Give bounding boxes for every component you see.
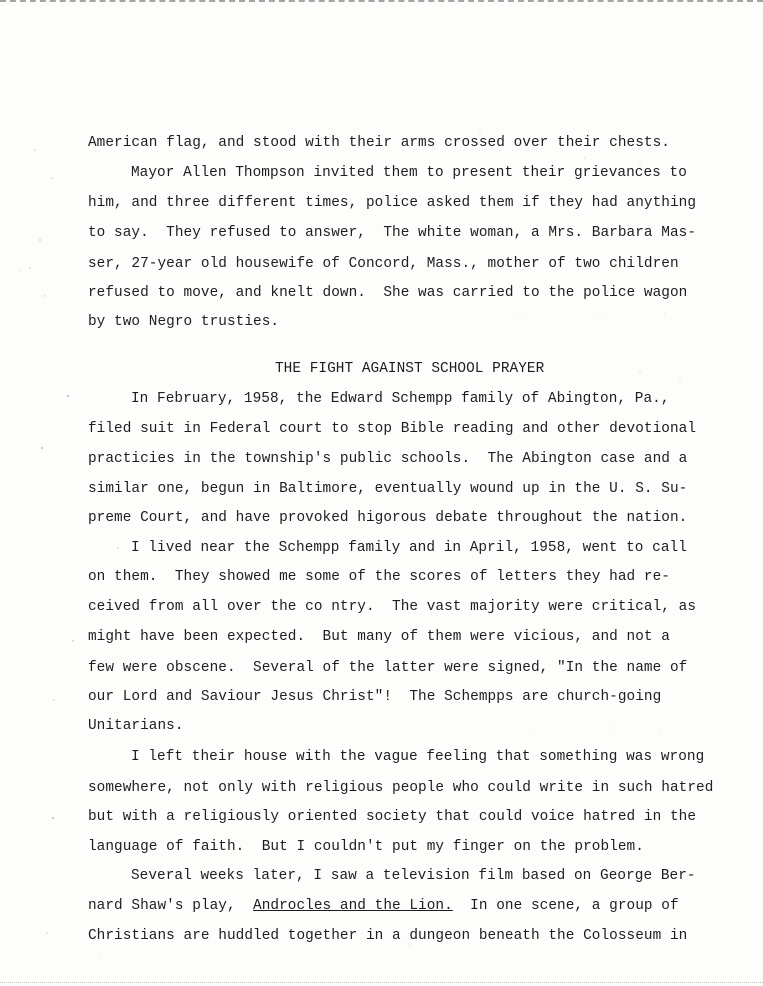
text-line-10: filed suit in Federal court to stop Bible reading and other devotional <box>88 421 697 437</box>
text-line-23: but with a religiously oriented society that could voice hatred in the <box>88 809 697 825</box>
text-line-26-end: In one scene, a group of <box>452 898 679 914</box>
text-line-6: refused to move, and knelt down. She was carried to the police wagon <box>88 285 688 301</box>
play-title: Androcles and the Lion. <box>253 898 453 914</box>
text-line-4: to say. They refused to answer, The white woman, a Mrs. Barbara Mas- <box>88 225 697 241</box>
text-line-15: on them. They showed me some of the scores of letters they had re- <box>88 569 670 585</box>
text-line-3: him, and three different times, police asked them if they had anything <box>88 195 697 211</box>
text-line-18: few were obscene. Several of the latter were signed, "In the name of <box>88 660 688 676</box>
text-line-12: similar one, begun in Baltimore, eventually wound up in the U. S. Su- <box>88 481 688 497</box>
text-line-17: might have been expected. But many of them were vicious, and not a <box>88 629 670 645</box>
section-heading: THE FIGHT AGAINST SCHOOL PRAYER <box>275 361 545 377</box>
text-line-26-start: nard Shaw's play, <box>88 898 254 914</box>
text-line-11: practicies in the township's public schools. The Abington case and a <box>88 451 688 467</box>
text-line-27: Christians are huddled together in a dungeon beneath the Colosseum in <box>88 928 688 944</box>
text-line-5: ser, 27-year old housewife of Concord, Mass., mother of two children <box>88 256 679 272</box>
text-line-2: Mayor Allen Thompson invited them to present their grievances to <box>131 165 687 181</box>
text-line-13: preme Court, and have provoked higorous debate throughout the nation. <box>88 510 688 526</box>
text-line-25: Several weeks later, I saw a television film based on George Ber- <box>131 868 696 884</box>
top-edge-border <box>0 0 763 5</box>
text-line-9: In February, 1958, the Edward Schempp family of Abington, Pa., <box>131 391 670 407</box>
text-line-22: somewhere, not only with religious people who could write in such hatred <box>88 780 714 796</box>
text-line-1: American flag, and stood with their arms crossed over their chests. <box>88 135 670 151</box>
bottom-edge-border <box>0 982 763 985</box>
text-line-21: I left their house with the vague feeling that something was wrong <box>131 749 705 765</box>
text-line-7: by two Negro trusties. <box>88 314 280 330</box>
text-line-14: I lived near the Schempp family and in April, 1958, went to call <box>131 540 687 556</box>
text-line-20: Unitarians. <box>88 718 184 734</box>
text-line-16: ceived from all over the co ntry. The vast majority were critical, as <box>88 599 697 615</box>
text-line-19: our Lord and Saviour Jesus Christ"! The Schempps are church-going <box>88 689 662 705</box>
text-line-24: language of faith. But I couldn't put my finger on the problem. <box>88 839 644 855</box>
text-line-26 <box>88 897 679 915</box>
